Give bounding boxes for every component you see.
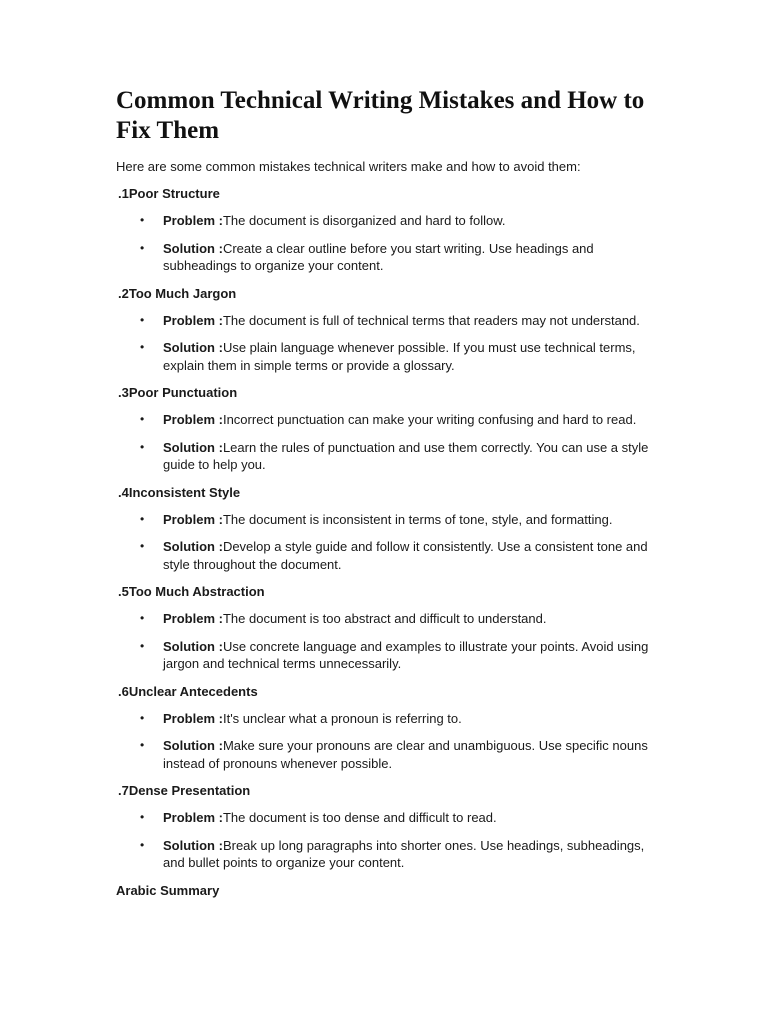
problem-label: Problem : [163, 412, 223, 427]
sections-container [116, 185, 656, 872]
problem-label: Problem : [163, 213, 223, 228]
problem-text: The document is disorganized and hard to follow. [222, 213, 506, 228]
solution-text: Use concrete language and examples to illustrate your points. Avoid using jargon and technical terms unnecessarily. [163, 638, 649, 671]
section-heading: .6Unclear Antecedents [118, 683, 258, 699]
problem-text: The document is too dense and difficult to read. [222, 810, 497, 825]
solution-text: Break up long paragraphs into shorter ones. Use headings, subheadings, and bullet points to organize your content. [163, 837, 645, 870]
document-title: Common Technical Writing Mistakes and How to Fix Them [116, 87, 645, 144]
document-page [116, 86, 656, 900]
solution-text: Learn the rules of punctuation and use them correctly. You can use a style guide to help you. [163, 439, 649, 472]
solution-label: Solution : [163, 738, 223, 753]
solution-item [116, 737, 656, 772]
problem-text: The document is full of technical terms that readers may not understand. [222, 312, 640, 328]
bullet-icon: • [140, 539, 145, 553]
solution-label: Solution : [163, 439, 223, 455]
solution-label: Solution : [163, 240, 223, 256]
bullet-icon: • [140, 738, 145, 752]
solution-item [116, 538, 656, 573]
bullet-list [116, 511, 656, 574]
intro-paragraph: Here are some common mistakes technical writers make and how to avoid them: [116, 159, 581, 174]
bullet-icon: • [140, 810, 145, 824]
problem-text: Incorrect punctuation can make your writing confusing and hard to read. [222, 412, 637, 427]
problem-item [116, 511, 656, 529]
section-heading: .4Inconsistent Style [118, 484, 241, 500]
solution-text: Use plain language whenever possible. If you must use technical terms, explain them in simple terms or provide a glossary. [163, 340, 636, 373]
problem-label: Problem : [163, 611, 223, 626]
bullet-icon: • [140, 240, 145, 255]
solution-label: Solution : [163, 837, 223, 853]
problem-item [116, 610, 656, 628]
section-heading: .2Too Much Jargon [118, 285, 237, 301]
problem-text: The document is inconsistent in terms of tone, style, and formatting. [222, 511, 613, 527]
bullet-icon: • [140, 710, 145, 725]
bullet-icon: • [140, 837, 145, 852]
solution-text: Make sure your pronouns are clear and unambiguous. Use specific nouns instead of pronouns whenever possible. [163, 738, 648, 771]
problem-label: Problem : [163, 710, 223, 726]
problem-text: The document is too abstract and difficult to understand. [222, 611, 547, 626]
bullet-icon: • [140, 412, 145, 426]
problem-item [116, 212, 656, 230]
bullet-list [116, 411, 656, 474]
solution-item [116, 439, 656, 474]
bullet-icon: • [140, 312, 145, 327]
solution-label: Solution : [163, 539, 223, 554]
bullet-list [116, 710, 656, 773]
section-heading: .5Too Much Abstraction [118, 584, 265, 599]
bullet-icon: • [140, 340, 145, 354]
solution-text: Develop a style guide and follow it consistently. Use a consistent tone and style throughout the document. [163, 539, 648, 572]
bullet-icon: • [140, 611, 145, 625]
problem-item [116, 710, 656, 728]
problem-item [116, 411, 656, 429]
solution-item [116, 339, 656, 374]
problem-label: Problem : [163, 312, 223, 328]
problem-label: Problem : [163, 511, 223, 527]
section-heading: .3Poor Punctuation [118, 385, 238, 400]
bullet-icon: • [140, 213, 145, 227]
problem-text: It's unclear what a pronoun is referring to. [222, 710, 462, 726]
problem-item [116, 312, 656, 330]
bullet-list [116, 610, 656, 673]
bullet-icon: • [140, 439, 145, 454]
solution-text: Create a clear outline before you start writing. Use headings and subheadings to organize your content. [163, 240, 594, 273]
section-heading: .7Dense Presentation [118, 783, 251, 798]
solution-label: Solution : [163, 340, 223, 355]
problem-item [116, 809, 656, 827]
solution-item [116, 638, 656, 673]
bullet-list [116, 809, 656, 872]
bullet-icon: • [140, 638, 145, 653]
bullet-list [116, 312, 656, 375]
summary-heading: Arabic Summary [116, 882, 220, 898]
solution-item [116, 240, 656, 275]
bullet-icon: • [140, 511, 145, 526]
solution-label: Solution : [163, 638, 223, 654]
solution-item [116, 837, 656, 872]
bullet-list [116, 212, 656, 275]
section-heading: .1Poor Structure [118, 186, 220, 201]
problem-label: Problem : [163, 810, 223, 825]
